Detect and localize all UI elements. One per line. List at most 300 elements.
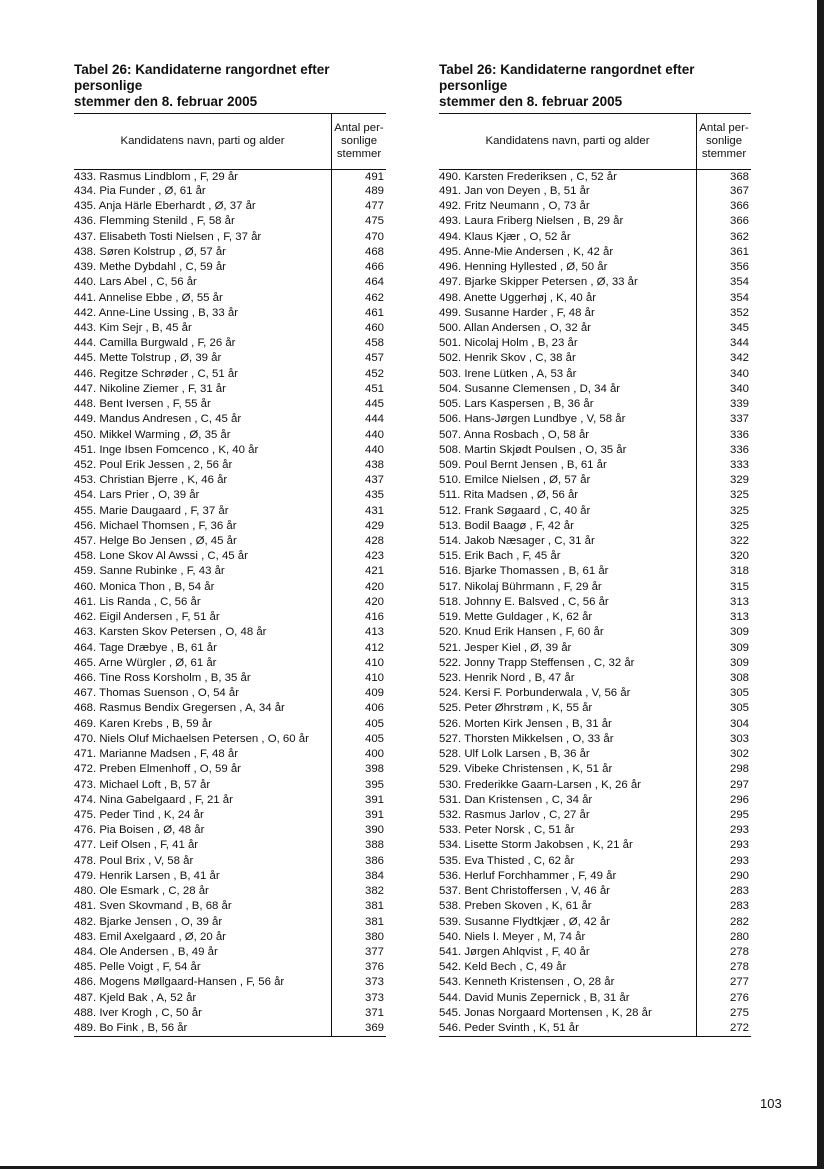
candidate-cell: 442. Anne-Line Ussing , B, 33 år: [74, 306, 239, 319]
candidate-cell: 471. Marianne Madsen , F, 48 år: [74, 748, 238, 761]
votes-cell: 282: [697, 915, 752, 930]
votes-cell: 406: [332, 701, 387, 716]
table-row: [439, 762, 751, 777]
candidate-cell: 496. Henning Hyllested , Ø, 50 år: [439, 261, 608, 274]
votes-cell: 405: [332, 732, 387, 747]
table-row: [74, 778, 386, 793]
candidate-cell: 447. Nikoline Ziemer , F, 31 år: [74, 382, 226, 395]
table-row: [74, 869, 386, 884]
table-row: [439, 899, 751, 914]
votes-cell: 354: [697, 291, 752, 306]
candidate-cell: 533. Peter Norsk , C, 51 år: [439, 824, 575, 837]
candidate-cell: 541. Jørgen Ahlqvist , F, 40 år: [439, 945, 590, 958]
votes-cell: 309: [697, 625, 752, 640]
table-row: [439, 945, 751, 960]
votes-cell: 272: [697, 1021, 752, 1037]
candidate-cell: 544. David Munis Zepernick , B, 31 år: [439, 991, 630, 1004]
table-row: [74, 1006, 386, 1021]
candidate-cell: 510. Emilce Nielsen , Ø, 57 år: [439, 474, 591, 487]
votes-cell: 298: [697, 762, 752, 777]
votes-cell: 457: [332, 351, 387, 366]
votes-cell: 283: [697, 899, 752, 914]
table-row: [74, 808, 386, 823]
table-row: [74, 960, 386, 975]
candidate-cell: 519. Mette Guldager , K, 62 år: [439, 611, 593, 624]
votes-cell: 460: [332, 321, 387, 336]
votes-cell: 336: [697, 428, 752, 443]
table-row: [74, 534, 386, 549]
votes-cell: 445: [332, 397, 387, 412]
votes-cell: 309: [697, 641, 752, 656]
table-row: [74, 915, 386, 930]
candidate-cell: 443. Kim Sejr , B, 45 år: [74, 321, 192, 334]
candidate-cell: 433. Rasmus Lindblom , F, 29 år: [74, 171, 238, 183]
votes-cell: 452: [332, 367, 387, 382]
table-row: [439, 412, 751, 427]
votes-cell: 386: [332, 854, 387, 869]
votes-cell: 340: [697, 382, 752, 397]
table-row: [74, 291, 386, 306]
candidate-cell: 466. Tine Ross Korsholm , B, 35 år: [74, 672, 251, 684]
table-row: [439, 321, 751, 336]
table-row: [74, 930, 386, 945]
votes-cell: 435: [332, 488, 387, 503]
votes-cell: 461: [332, 306, 387, 321]
votes-cell: 444: [332, 412, 387, 427]
votes-cell: 339: [697, 397, 752, 412]
candidate-cell: 450. Mikkel Warming , Ø, 35 år: [74, 428, 231, 441]
candidate-cell: 536. Herluf Forchhammer , F, 49 år: [439, 869, 617, 882]
votes-cell: 390: [332, 823, 387, 838]
table-row: [74, 732, 386, 747]
candidate-cell: 497. Bjarke Skipper Petersen , Ø, 33 år: [439, 276, 638, 289]
table-row: [439, 351, 751, 366]
candidate-cell: 434. Pia Funder , Ø, 61 år: [74, 185, 206, 197]
votes-cell: 309: [697, 656, 752, 671]
votes-cell: 366: [697, 214, 752, 229]
candidate-cell: 456. Michael Thomsen , F, 36 år: [74, 519, 237, 532]
candidate-cell: 449. Mandus Andresen , C, 45 år: [74, 413, 242, 426]
table-row: [439, 778, 751, 793]
votes-cell: 458: [332, 336, 387, 351]
table-row: [439, 306, 751, 321]
votes-cell: 468: [332, 245, 387, 260]
votes-cell: 451: [332, 382, 387, 397]
table-row: [439, 519, 751, 534]
candidate-cell: 460. Monica Thon , B, 54 år: [74, 580, 215, 593]
candidate-cell: 475. Peder Tind , K, 24 år: [74, 808, 204, 821]
candidate-cell: 517. Nikolaj Bührmann , F, 29 år: [439, 580, 602, 593]
candidate-cell: 523. Henrik Nord , B, 47 år: [439, 672, 575, 684]
table-row: [74, 595, 386, 610]
candidate-cell: 441. Annelise Ebbe , Ø, 55 år: [74, 291, 223, 304]
votes-cell: 384: [332, 869, 387, 884]
votes-cell: 416: [332, 610, 387, 625]
table-row: [74, 473, 386, 488]
table-row: [439, 701, 751, 716]
table-row: [74, 230, 386, 245]
votes-cell: 290: [697, 869, 752, 884]
votes-cell: 413: [332, 625, 387, 640]
table-row: [74, 504, 386, 519]
table-row: [439, 473, 751, 488]
table-row: [74, 580, 386, 595]
votes-cell: 280: [697, 930, 752, 945]
candidate-cell: 454. Lars Prier , O, 39 år: [74, 489, 200, 502]
votes-cell: 361: [697, 245, 752, 260]
votes-cell: 278: [697, 960, 752, 975]
table-row: [74, 656, 386, 671]
candidate-cell: 485. Pelle Voigt , F, 54 år: [74, 961, 201, 974]
votes-cell: 333: [697, 458, 752, 473]
table-row: [439, 595, 751, 610]
table-row: [439, 443, 751, 458]
table-row: [74, 625, 386, 640]
table-row: [74, 199, 386, 214]
candidate-cell: 512. Frank Søgaard , C, 40 år: [439, 504, 591, 517]
candidate-cell: 546. Peder Svinth , K, 51 år: [439, 1021, 697, 1037]
page-number: 103: [760, 1096, 782, 1111]
votes-cell: 313: [697, 595, 752, 610]
votes-cell: 420: [332, 580, 387, 595]
candidate-cell: 461. Lis Randa , C, 56 år: [74, 595, 201, 608]
votes-cell: 297: [697, 778, 752, 793]
candidate-cell: 477. Leif Olsen , F, 41 år: [74, 839, 199, 852]
table-row: [74, 519, 386, 534]
votes-cell: 431: [332, 504, 387, 519]
votes-cell: 489: [332, 184, 387, 199]
votes-cell: 340: [697, 367, 752, 382]
table-row: [74, 306, 386, 321]
votes-cell: 318: [697, 564, 752, 579]
table-row: [439, 534, 751, 549]
votes-cell: 336: [697, 443, 752, 458]
votes-cell: 381: [332, 915, 387, 930]
column-header-name: Kandidatens navn, parti og alder: [439, 114, 697, 170]
candidate-cell: 527. Thorsten Mikkelsen , O, 33 år: [439, 732, 614, 745]
column-header-votes-label: Antal per- sonlige stemmer: [334, 121, 384, 161]
candidate-cell: 479. Henrik Larsen , B, 41 år: [74, 869, 220, 882]
votes-cell: 304: [697, 717, 752, 732]
votes-cell: 296: [697, 793, 752, 808]
table-row: [74, 458, 386, 473]
table-row: [439, 808, 751, 823]
candidate-cell: 524. Kersi F. Porbunderwala , V, 56 år: [439, 687, 631, 700]
candidate-cell: 448. Bent Iversen , F, 55 år: [74, 398, 211, 411]
votes-cell: 362: [697, 230, 752, 245]
votes-cell: 305: [697, 701, 752, 716]
votes-cell: 293: [697, 838, 752, 853]
table-row: [439, 1006, 751, 1021]
candidate-cell: 522. Jonny Trapp Steffensen , C, 32 år: [439, 656, 635, 669]
votes-cell: 320: [697, 549, 752, 564]
candidate-cell: 511. Rita Madsen , Ø, 56 år: [439, 489, 579, 502]
candidate-cell: 501. Nicolaj Holm , B, 23 år: [439, 337, 578, 350]
votes-cell: 303: [697, 732, 752, 747]
votes-cell: 315: [697, 580, 752, 595]
candidate-cell: 453. Christian Bjerre , K, 46 år: [74, 474, 228, 487]
candidate-cell: 543. Kenneth Kristensen , O, 28 år: [439, 976, 615, 989]
candidate-cell: 440. Lars Abel , C, 56 år: [74, 276, 197, 289]
candidate-cell: 490. Karsten Frederiksen , C, 52 år: [439, 171, 617, 183]
candidate-cell: 506. Hans-Jørgen Lundbye , V, 58 år: [439, 413, 626, 426]
votes-cell: 466: [332, 260, 387, 275]
votes-cell: 388: [332, 838, 387, 853]
table-row: [439, 975, 751, 990]
table-header-row: [439, 114, 751, 170]
votes-cell: 437: [332, 473, 387, 488]
table-row: [74, 686, 386, 701]
votes-cell: 371: [332, 1006, 387, 1021]
table-body: [74, 170, 386, 1037]
table-row: [439, 625, 751, 640]
table-row: [74, 884, 386, 899]
candidate-cell: 518. Johnny E. Balsved , C, 56 år: [439, 595, 609, 608]
candidate-cell: 474. Nina Gabelgaard , F, 21 år: [74, 793, 233, 806]
votes-cell: 308: [697, 671, 752, 686]
candidate-cell: 538. Preben Skoven , K, 61 år: [439, 900, 592, 913]
votes-cell: 420: [332, 595, 387, 610]
candidate-cell: 515. Erik Bach , F, 45 år: [439, 550, 561, 563]
votes-cell: 376: [332, 960, 387, 975]
votes-cell: 380: [332, 930, 387, 945]
table-row: [74, 245, 386, 260]
candidate-cell: 445. Mette Tolstrup , Ø, 39 år: [74, 352, 222, 365]
votes-cell: 369: [332, 1021, 387, 1037]
table-row: [439, 504, 751, 519]
votes-cell: 302: [697, 747, 752, 762]
votes-cell: 293: [697, 823, 752, 838]
candidate-cell: 451. Inge Ibsen Fomcenco , K, 40 år: [74, 443, 259, 456]
votes-cell: 429: [332, 519, 387, 534]
votes-cell: 313: [697, 610, 752, 625]
candidate-cell: 526. Morten Kirk Jensen , B, 31 år: [439, 717, 612, 730]
candidate-cell: 446. Regitze Schrøder , C, 51 år: [74, 367, 238, 380]
table-row: [439, 930, 751, 945]
candidate-cell: 439. Methe Dybdahl , C, 59 år: [74, 261, 226, 274]
candidate-cell: 531. Dan Kristensen , C, 34 år: [439, 793, 593, 806]
candidate-cell: 437. Elisabeth Tosti Nielsen , F, 37 år: [74, 230, 262, 243]
table-row: [74, 975, 386, 990]
table-row: [439, 336, 751, 351]
votes-cell: 398: [332, 762, 387, 777]
table-row: [439, 275, 751, 290]
candidate-cell: 452. Poul Erik Jessen , 2, 56 år: [74, 458, 233, 471]
votes-cell: 354: [697, 275, 752, 290]
scan-border-right: [817, 0, 824, 1169]
table-row: [74, 701, 386, 716]
candidate-cell: 495. Anne-Mie Andersen , K, 42 år: [439, 245, 614, 258]
votes-cell: 322: [697, 534, 752, 549]
candidate-cell: 529. Vibeke Christensen , K, 51 år: [439, 763, 613, 776]
table-row: [74, 564, 386, 579]
candidate-cell: 484. Ole Andersen , B, 49 år: [74, 945, 218, 958]
votes-cell: 368: [697, 170, 752, 185]
table-row: [74, 823, 386, 838]
table-row: [74, 747, 386, 762]
table-row: [439, 915, 751, 930]
table-row: [74, 488, 386, 503]
candidate-cell: 464. Tage Dræbye , B, 61 år: [74, 641, 217, 654]
candidate-cell: 513. Bodil Baagø , F, 42 år: [439, 519, 574, 532]
votes-cell: 477: [332, 199, 387, 214]
candidate-cell: 494. Klaus Kjær , O, 52 år: [439, 230, 571, 243]
table-row: [439, 488, 751, 503]
votes-cell: 345: [697, 321, 752, 336]
candidate-cell: 483. Emil Axelgaard , Ø, 20 år: [74, 930, 226, 943]
candidate-cell: 505. Lars Kaspersen , B, 36 år: [439, 398, 594, 411]
table-row: [439, 823, 751, 838]
table-row: [74, 793, 386, 808]
table-row: [439, 884, 751, 899]
table-row: [74, 443, 386, 458]
table-row: [439, 214, 751, 229]
votes-cell: 423: [332, 549, 387, 564]
table-row: [74, 412, 386, 427]
candidate-cell: 469. Karen Krebs , B, 59 år: [74, 717, 213, 730]
candidate-cell: 489. Bo Fink , B, 56 år: [74, 1021, 332, 1037]
candidate-cell: 436. Flemming Stenild , F, 58 år: [74, 215, 235, 228]
table-title: Tabel 26: Kandidaterne rangordnet efter personlige stemmer den 8. februar 2005: [439, 62, 695, 109]
table-title: Tabel 26: Kandidaterne rangordnet efter personlige stemmer den 8. februar 2005: [74, 62, 330, 109]
table-row: [74, 899, 386, 914]
table-row: [74, 214, 386, 229]
table-row: [74, 838, 386, 853]
table-row: [439, 580, 751, 595]
votes-cell: 391: [332, 793, 387, 808]
candidate-cell: 509. Poul Bernt Jensen , B, 61 år: [439, 458, 607, 471]
candidate-cell: 535. Eva Thisted , C, 62 år: [439, 854, 575, 867]
table-row: [74, 945, 386, 960]
table-row: [74, 717, 386, 732]
table-row: [439, 793, 751, 808]
table-row: [439, 245, 751, 260]
candidate-cell: 467. Thomas Suenson , O, 54 år: [74, 687, 240, 700]
candidate-cell: 465. Arne Würgler , Ø, 61 år: [74, 656, 217, 669]
table-row: [439, 671, 751, 686]
candidate-cell: 504. Susanne Clemensen , D, 34 år: [439, 382, 621, 395]
candidate-cell: 444. Camilla Burgwald , F, 26 år: [74, 337, 236, 350]
table-row: [439, 397, 751, 412]
table-row: [439, 854, 751, 869]
candidate-cell: 459. Sanne Rubinke , F, 43 år: [74, 565, 225, 578]
candidate-cell: 491. Jan von Deyen , B, 51 år: [439, 185, 590, 197]
votes-cell: 405: [332, 717, 387, 732]
table-row: [74, 367, 386, 382]
candidate-cell: 499. Susanne Harder , F, 48 år: [439, 306, 595, 319]
table-row: [74, 321, 386, 336]
votes-cell: 491: [332, 170, 387, 185]
votes-cell: 395: [332, 778, 387, 793]
table-row: [439, 641, 751, 656]
votes-cell: 412: [332, 641, 387, 656]
candidate-cell: 478. Poul Brix , V, 58 år: [74, 854, 194, 867]
candidates-table: [74, 113, 386, 1037]
candidate-cell: 525. Peter Øhrstrøm , K, 55 år: [439, 702, 593, 715]
table-row: [439, 717, 751, 732]
table-row: [74, 1021, 386, 1037]
candidate-cell: 463. Karsten Skov Petersen , O, 48 år: [74, 626, 267, 639]
votes-cell: 428: [332, 534, 387, 549]
table-body: [439, 170, 751, 1037]
votes-cell: 275: [697, 1006, 752, 1021]
candidate-cell: 468. Rasmus Bendix Gregersen , A, 34 år: [74, 702, 285, 715]
candidate-cell: 493. Laura Friberg Nielsen , B, 29 år: [439, 215, 624, 228]
votes-cell: 276: [697, 991, 752, 1006]
candidate-cell: 545. Jonas Norgaard Mortensen , K, 28 år: [439, 1006, 652, 1019]
table-row: [439, 184, 751, 199]
votes-cell: 409: [332, 686, 387, 701]
candidate-cell: 508. Martin Skjødt Poulsen , O, 35 år: [439, 443, 627, 456]
table-row: [439, 291, 751, 306]
table-header-row: [74, 114, 386, 170]
votes-cell: 440: [332, 443, 387, 458]
candidate-cell: 534. Lisette Storm Jakobsen , K, 21 år: [439, 839, 633, 852]
votes-cell: 470: [332, 230, 387, 245]
votes-cell: 352: [697, 306, 752, 321]
column-header-name: Kandidatens navn, parti og alder: [74, 114, 332, 170]
votes-cell: 367: [697, 184, 752, 199]
candidate-cell: 480. Ole Esmark , C, 28 år: [74, 885, 209, 898]
table-row: [74, 549, 386, 564]
candidate-cell: 458. Lone Skov Al Awssi , C, 45 år: [74, 550, 248, 563]
candidate-cell: 487. Kjeld Bak , A, 52 år: [74, 991, 197, 1004]
candidate-cell: 532. Rasmus Jarlov , C, 27 år: [439, 808, 590, 821]
candidate-cell: 539. Susanne Flydtkjær , Ø, 42 år: [439, 915, 610, 928]
table-row: [439, 610, 751, 625]
candidate-cell: 457. Helge Bo Jensen , Ø, 45 år: [74, 535, 237, 548]
votes-cell: 305: [697, 686, 752, 701]
table-row: [74, 671, 386, 686]
table-row: [74, 351, 386, 366]
table-row: [74, 397, 386, 412]
candidate-cell: 438. Søren Kolstrup , Ø, 57 år: [74, 245, 226, 258]
votes-cell: 464: [332, 275, 387, 290]
table-row: [74, 991, 386, 1006]
votes-cell: 329: [697, 473, 752, 488]
table-row: [439, 564, 751, 579]
table-row: [439, 458, 751, 473]
table-row: [439, 838, 751, 853]
candidate-cell: 482. Bjarke Jensen , O, 39 år: [74, 915, 223, 928]
votes-cell: 337: [697, 412, 752, 427]
column-header-votes: [697, 114, 752, 170]
table-row: [74, 854, 386, 869]
candidate-cell: 502. Henrik Skov , C, 38 år: [439, 352, 576, 365]
table-row: [439, 869, 751, 884]
table-row: [74, 275, 386, 290]
votes-cell: 381: [332, 899, 387, 914]
candidate-cell: 542. Keld Bech , C, 49 år: [439, 961, 567, 974]
votes-cell: 391: [332, 808, 387, 823]
candidate-cell: 520. Knud Erik Hansen , F, 60 år: [439, 626, 604, 639]
votes-cell: 475: [332, 214, 387, 229]
table-row: [439, 549, 751, 564]
votes-cell: 356: [697, 260, 752, 275]
candidates-table: [439, 113, 751, 1037]
candidate-cell: 492. Fritz Neumann , O, 73 år: [439, 200, 590, 213]
candidate-cell: 486. Mogens Møllgaard-Hansen , F, 56 år: [74, 976, 285, 989]
votes-cell: 438: [332, 458, 387, 473]
votes-cell: 325: [697, 504, 752, 519]
candidate-cell: 473. Michael Loft , B, 57 år: [74, 778, 211, 791]
votes-cell: 421: [332, 564, 387, 579]
votes-cell: 410: [332, 656, 387, 671]
table-row: [439, 199, 751, 214]
table-row: [74, 428, 386, 443]
votes-cell: 382: [332, 884, 387, 899]
votes-cell: 295: [697, 808, 752, 823]
